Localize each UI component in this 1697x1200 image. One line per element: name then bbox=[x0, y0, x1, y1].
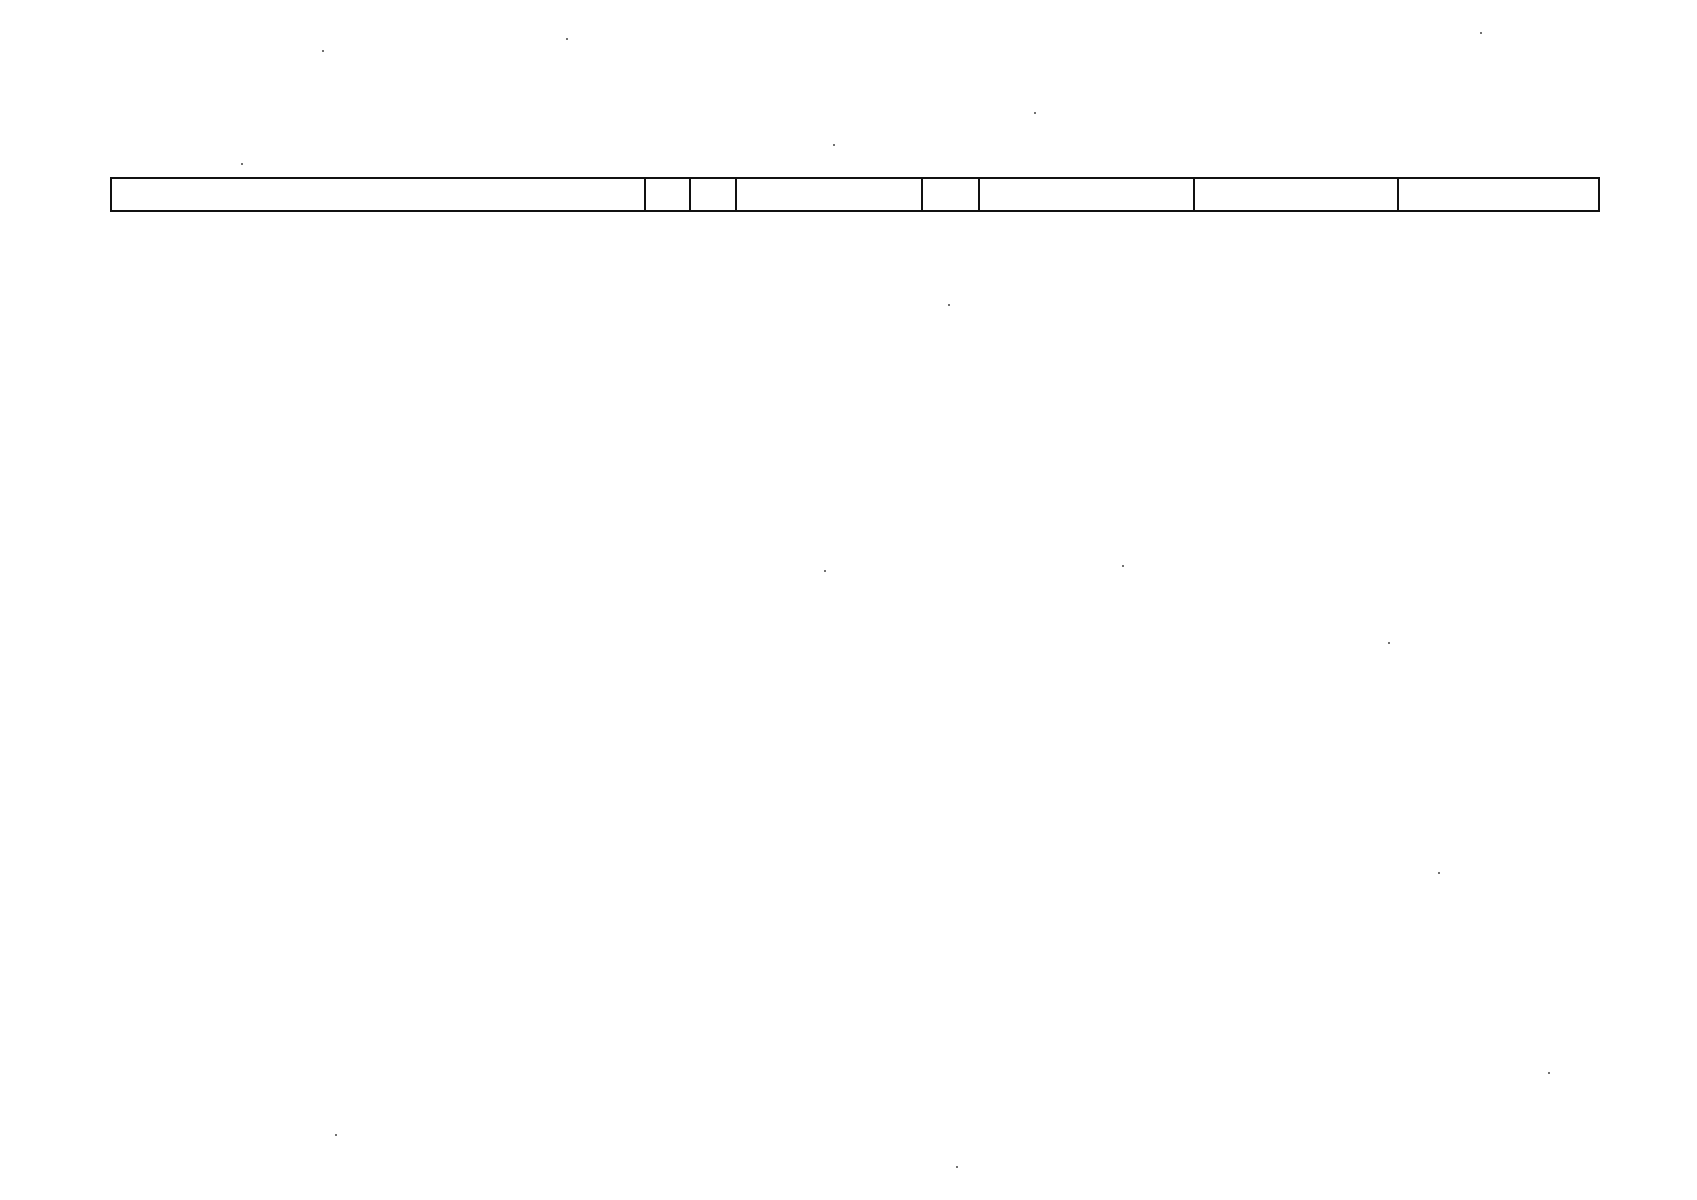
header-col-1 bbox=[112, 179, 646, 210]
scan-speck bbox=[1122, 565, 1124, 567]
scan-speck bbox=[824, 570, 826, 572]
header-col-3 bbox=[691, 179, 737, 210]
header-col-5 bbox=[923, 179, 980, 210]
scan-speck bbox=[833, 144, 835, 146]
scan-speck bbox=[1438, 872, 1440, 874]
scan-speck bbox=[1548, 1072, 1550, 1074]
header-col-6 bbox=[980, 179, 1195, 210]
scan-speck bbox=[948, 304, 950, 306]
table-header bbox=[110, 177, 1600, 212]
scan-speck bbox=[1480, 32, 1482, 34]
header-col-4 bbox=[737, 179, 923, 210]
scan-speck bbox=[1034, 112, 1036, 114]
scan-speck bbox=[322, 50, 324, 52]
header-col-2 bbox=[646, 179, 692, 210]
scan-speck bbox=[241, 163, 243, 165]
header-col-8 bbox=[1399, 179, 1598, 210]
scan-speck bbox=[566, 38, 568, 40]
scan-speck bbox=[335, 1134, 337, 1136]
header-col-7 bbox=[1195, 179, 1398, 210]
scan-speck bbox=[1388, 642, 1390, 644]
scan-speck bbox=[956, 1166, 958, 1168]
